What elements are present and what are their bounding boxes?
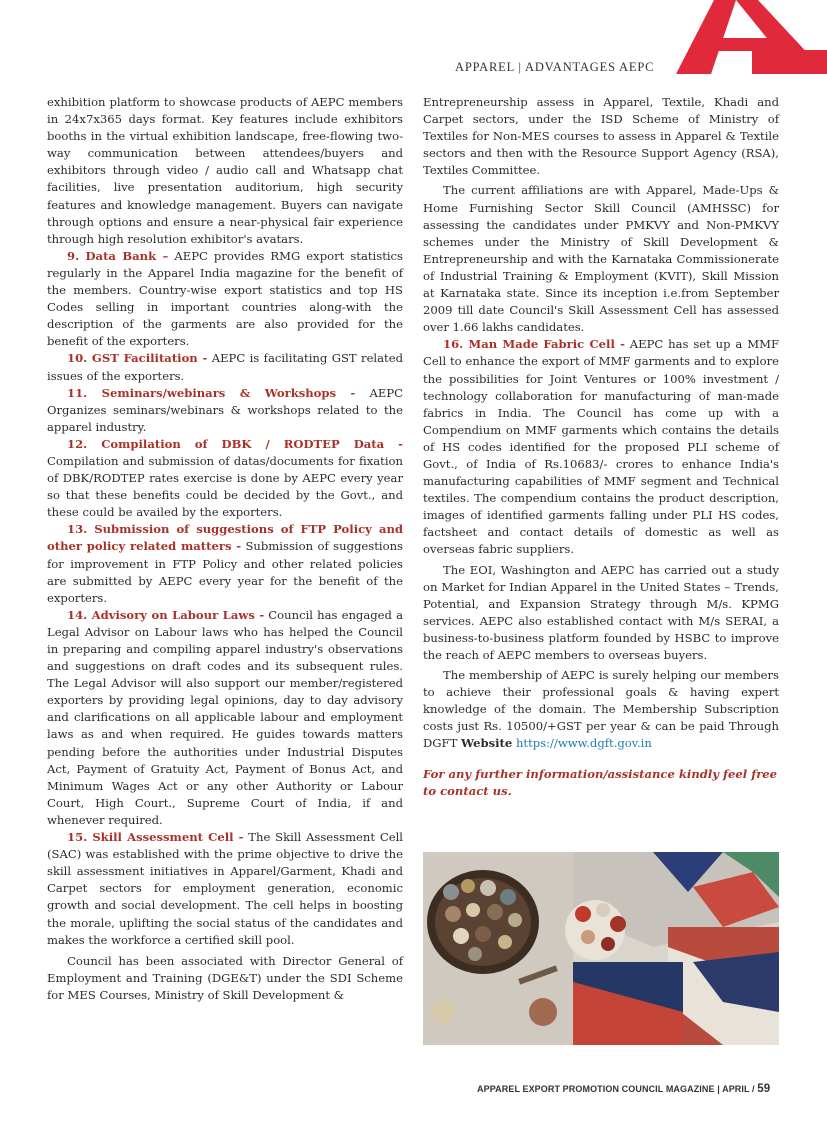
item-heading: 11. Seminars/webinars & Workshops - [67, 385, 356, 400]
item-text: Council has engaged a Legal Advisor on Labour laws who has helped the Council in preparing and compiling apparel industry's observations and suggestions on draft codes and its subsequent rules. The Legal Advisor will also support our member/registered exporters by providing legal opinions, day to day advisory and clarifications on all applicable labour and employment laws as and when required. He guides towards matters pending before the authorities under Industrial Disputes Act, Payment of Gratuity Act, Payment of Bonus Act, and Minimum Wages Act or any other Authority or Labour Court, High Court., Supreme Court of India, if and whenever required. [47, 607, 404, 827]
item-text: Compilation and submission of datas/documents for fixation of DBK/RODTEP rates exercise is done by AEPC every year so that these benefits could be decided by the Govt., and these could be availed by the exporters. [47, 453, 403, 520]
paragraph-entrepreneurship: Entrepreneurship assess in Apparel, Textile, Khadi and Carpet sectors, under the ISD Scheme of Ministry of Textiles for Non-MES courses to assess in Apparel & Textile sectors and then with the Resource Support Agency (RSA), Textiles Committee. [423, 95, 779, 178]
item-mmf-cell [423, 336, 779, 558]
closing-note: For any further information/assistance kindly feel free to contact us. [423, 766, 778, 798]
page-number: 59 [757, 1083, 771, 1095]
membership-text: The membership of AEPC is surely helping our members to achieve their professional goals & having expert knowledge of the domain. The Membership Subscription costs just Rs. 10500/+GST per year & can be paid Through DGFT [423, 668, 779, 751]
item-text: The Skill Assessment Cell (SAC) was established with the prime objective to drive the skill assessment initiatives in Apparel/Garment, Khadi and Carpet sectors for employment generation, economic growth and social development. The cell helps in boosting the morale, uplifting the social status of the candidates and makes the workforce a certified skill pool. [47, 830, 403, 947]
item-heading: 15. Skill Assessment Cell - [67, 830, 244, 845]
sewing-threads-photo [423, 852, 779, 1045]
item-seminars [47, 385, 403, 436]
footer-magazine-name: APPAREL EXPORT PROMOTION COUNCIL MAGAZINE | APRIL / [477, 1084, 758, 1094]
item-heading: 12. Compilation of DBK / RODTEP Data - [67, 436, 403, 451]
website-label: Website [461, 736, 513, 751]
item-heading: 10. GST Facilitation - [67, 351, 208, 366]
item-text: AEPC Organizes seminars/webinars & workshops related to the apparel industry. [47, 385, 403, 434]
item-data-bank [47, 248, 403, 351]
paragraph-virtual-exhibition: exhibition platform to showcase products of AEPC members in 24x7x365 days format. Key features include exhibitors booths in the virtual exhibition landscape, free-flowing two-way communication between attendees/buyers and exhibitors through video / audio call and Whatsapp chat facilities, live presentation auditorium, high security features and knowledge management. Buyers can navigate through options and ensure a near-physical fair experience through high resolution exhibitor's avatars. [47, 95, 403, 246]
item-labour-laws [47, 607, 403, 829]
left-column [47, 94, 403, 1004]
item-dbk-rodtep [47, 436, 403, 521]
paragraph-affiliations: The current affiliations are with Apparel, Made-Ups & Home Furnishing Sector Skill Council (AMHSSC) for assessing the candidates under PMKVY and Non-PMKVY schemes under the Ministry of Skill Development & Entrepreneurship and with the Karnataka Commissionerate of Industrial Training & Employment (KVIT), Skill Mission at Karnataka state. Since its inception i.e.from September 2009 till date Council's Skill Assessment Cell has assessed over 1.66 lakhs candidates. [423, 183, 779, 335]
item-heading: 16. Man Made Fabric Cell - [443, 337, 625, 352]
item-heading: 13. Submission of suggestions of FTP Policy and other policy related matters - [47, 522, 403, 554]
item-heading: 9. Data Bank – [67, 248, 169, 263]
footer [477, 1083, 770, 1095]
item-text: AEPC is facilitating GST related issues of the exporters. [47, 351, 403, 383]
item-gst-facilitation [47, 350, 403, 384]
paragraph-membership [423, 667, 779, 752]
item-text: AEPC provides RMG export statistics regularly in the Apparel India magazine for the benefit of the members. Country-wise export statistics and top HS Codes selling in important countries along-with the description of the garments are also provided for the benefit of the exporters. [47, 248, 403, 349]
item-skill-assessment [47, 829, 403, 949]
item-heading: 14. Advisory on Labour Laws - [67, 607, 265, 622]
header-section-label: APPAREL | ADVANTAGES AEPC [455, 60, 655, 74]
item-text: Submission of suggestions for improvement in FTP Policy and other related policies are submitted by AEPC every year for the benefit of the exporters. [47, 539, 403, 605]
item-ftp-policy [47, 521, 403, 606]
magazine-logo-a [676, 0, 827, 74]
item-text: AEPC has set up a MMF Cell to enhance the export of MMF garments and to explore the possibilities for Joint Ventures or 100% investment / technology collaboration for manufacturing of man-made fabrics in India. The Council has come up with a Compendium on MMF garments which contains the details of HS codes identified for the proposed PLI scheme of Govt., of India of Rs.10683/- crores to enhance India's manufacturing capabilities of MMF segment and Technical textiles. The compendium contains the product description, images of identified garments falling under PLI HS codes, factsheet and contact details of domestic as well as overseas fabric suppliers. [423, 337, 779, 557]
website-link[interactable]: https://www.dgft.gov.in [512, 736, 652, 751]
right-column [423, 94, 779, 800]
paragraph-council-dget: Council has been associated with Director General of Employment and Training (DGE&T) under the SDI Scheme for MES Courses, Ministry of Skill Development & [47, 953, 403, 1002]
paragraph-eoi-washington: The EOI, Washington and AEPC has carried out a study on Market for Indian Apparel in the United States – Trends, Potential, and Expansion Strategy through M/s. KPMG services. AEPC also established contact with M/s SERAI, a business-to-business platform founded by HSBC to improve the reach of AEPC members to overseas buyers. [423, 562, 779, 662]
